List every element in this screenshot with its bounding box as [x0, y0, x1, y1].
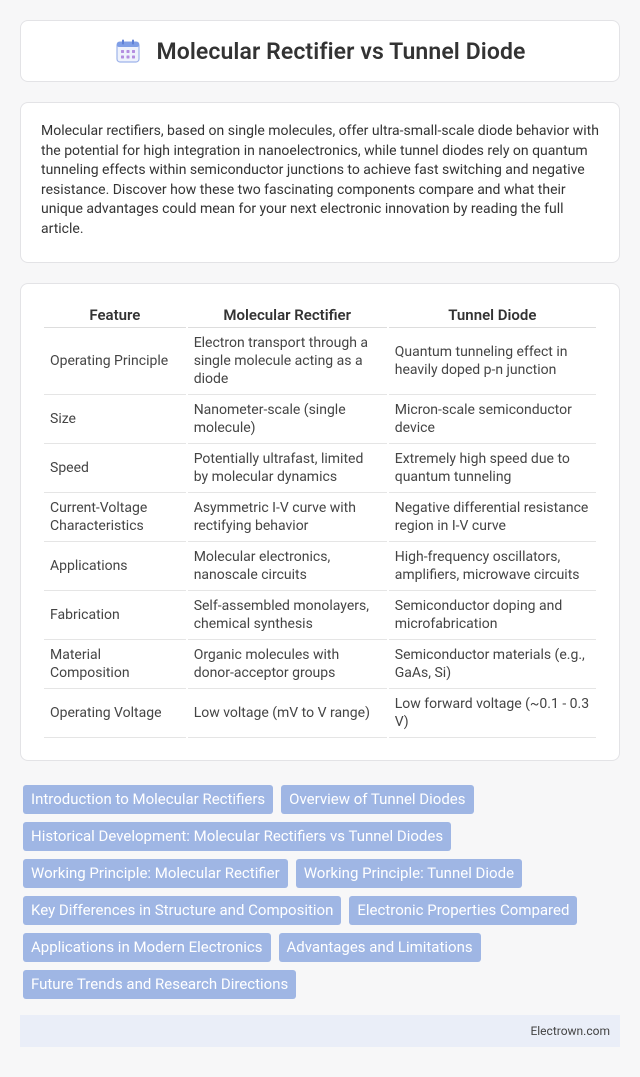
link-working-principle-tunnel[interactable]: Working Principle: Tunnel Diode [296, 859, 522, 888]
table-row [44, 591, 596, 640]
footer-brand: Electrown.com [530, 1023, 610, 1038]
table-cell-tunnel: Extremely high speed due to quantum tunneling [389, 444, 596, 493]
intro-card [20, 102, 620, 263]
table-cell-tunnel: Quantum tunneling effect in heavily doped p-n junction [389, 328, 596, 395]
link-advantages-limitations[interactable]: Advantages and Limitations [279, 933, 481, 962]
table-cell-feature: Material Composition [44, 640, 186, 689]
table-cell-tunnel: High-frequency oscillators, amplifiers, microwave circuits [389, 542, 596, 591]
link-working-principle-molecular[interactable]: Working Principle: Molecular Rectifier [23, 859, 288, 888]
comparison-table-card [20, 283, 620, 761]
table-cell-feature: Applications [44, 542, 186, 591]
related-links [20, 785, 620, 999]
link-historical-development[interactable]: Historical Development: Molecular Rectifiers vs Tunnel Diodes [23, 822, 451, 851]
table-cell-feature: Operating Principle [44, 328, 186, 395]
table-cell-feature: Size [44, 395, 186, 444]
table-row [44, 542, 596, 591]
table-cell-feature: Speed [44, 444, 186, 493]
page-title: Molecular Rectifier vs Tunnel Diode [156, 37, 526, 65]
intro-text: Molecular rectifiers, based on single molecules, offer ultra-small-scale diode behavior with the potential for high integration in nanoelectronics, while tunnel diodes rely on quantum tunneling effects within semiconductor junctions to achieve fast switching and negative resistance. Discover how these two fascinating components compare and what their unique advantages could mean for your next electronic innovation by reading the full article. [41, 123, 599, 237]
table-cell-molecular: Potentially ultrafast, limited by molecular dynamics [188, 444, 387, 493]
table-cell-tunnel: Negative differential resistance region in I-V curve [389, 493, 596, 542]
table-cell-tunnel: Semiconductor materials (e.g., GaAs, Si) [389, 640, 596, 689]
table-cell-feature: Operating Voltage [44, 689, 186, 738]
table-cell-feature: Current-Voltage Characteristics [44, 493, 186, 542]
header-feature: Feature [44, 304, 186, 328]
table-cell-feature: Fabrication [44, 591, 186, 640]
calendar-grid-icon [115, 38, 141, 64]
table-cell-molecular: Low voltage (mV to V range) [188, 689, 387, 738]
header-molecular-rectifier: Molecular Rectifier [188, 304, 387, 328]
table-cell-molecular: Asymmetric I-V curve with rectifying behavior [188, 493, 387, 542]
header-tunnel-diode: Tunnel Diode [389, 304, 596, 328]
table-cell-molecular: Nanometer-scale (single molecule) [188, 395, 387, 444]
link-future-trends[interactable]: Future Trends and Research Directions [23, 970, 296, 999]
link-key-differences[interactable]: Key Differences in Structure and Composition [23, 896, 341, 925]
table-row [44, 395, 596, 444]
table-row [44, 640, 596, 689]
table-row [44, 493, 596, 542]
link-applications[interactable]: Applications in Modern Electronics [23, 933, 271, 962]
table-cell-molecular: Self-assembled monolayers, chemical synthesis [188, 591, 387, 640]
table-cell-molecular: Organic molecules with donor-acceptor groups [188, 640, 387, 689]
table-cell-tunnel: Low forward voltage (~0.1 - 0.3 V) [389, 689, 596, 738]
table-cell-tunnel: Micron-scale semiconductor device [389, 395, 596, 444]
table-cell-molecular: Electron transport through a single molecule acting as a diode [188, 328, 387, 395]
link-introduction-molecular-rectifiers[interactable]: Introduction to Molecular Rectifiers [23, 785, 273, 814]
title-card [20, 20, 620, 82]
table-row [44, 328, 596, 395]
table-row [44, 689, 596, 738]
table-cell-tunnel: Semiconductor doping and microfabrication [389, 591, 596, 640]
footer [20, 1015, 620, 1047]
link-electronic-properties[interactable]: Electronic Properties Compared [349, 896, 577, 925]
table-header-row [44, 304, 596, 328]
table-cell-molecular: Molecular electronics, nanoscale circuits [188, 542, 387, 591]
link-overview-tunnel-diodes[interactable]: Overview of Tunnel Diodes [281, 785, 473, 814]
comparison-table [42, 304, 598, 738]
table-row [44, 444, 596, 493]
